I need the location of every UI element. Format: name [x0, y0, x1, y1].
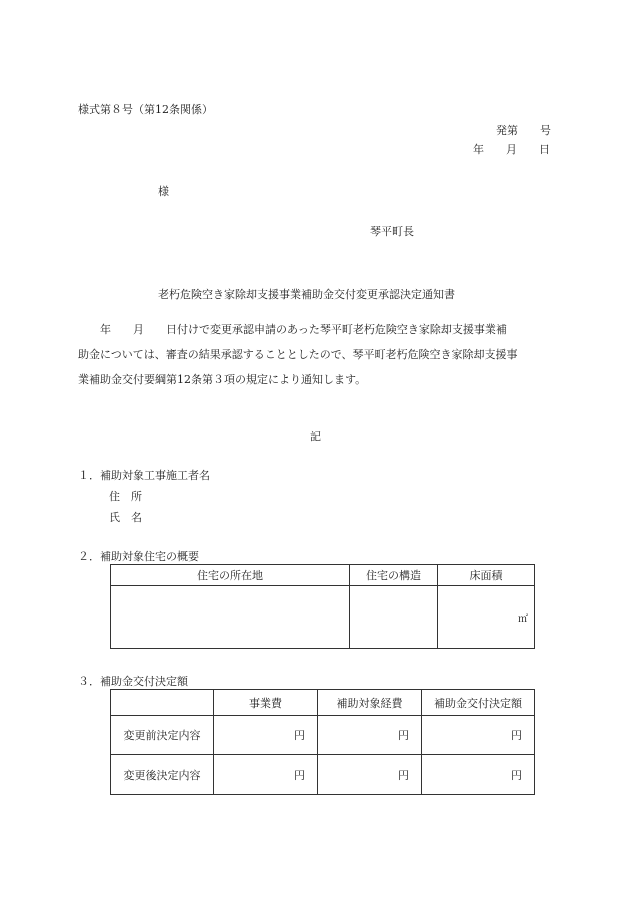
issue-date: 年 月 日: [473, 143, 550, 156]
name-label: 氏 名: [109, 511, 142, 524]
yen-cell: 円: [318, 755, 422, 795]
issuer-name: 琴平町長: [370, 225, 414, 238]
header-eligible-cost: 補助対象経費: [318, 690, 422, 716]
recipient-honorific: 様: [158, 185, 169, 198]
yen-cell: 円: [318, 716, 422, 755]
grant-amount-table: [110, 689, 535, 795]
ki-marker: 記: [310, 430, 321, 443]
housing-overview-table: [110, 564, 535, 649]
document-number: 発第 号: [496, 124, 551, 137]
header-location: 住宅の所在地: [111, 565, 350, 586]
yen-cell: 円: [422, 755, 535, 795]
section-1-heading: １．補助対象工事施工者名: [78, 469, 210, 482]
header-structure: 住宅の構造: [350, 565, 438, 586]
body-line-2: 助金については、審査の結果承認することとしたので、琴平町老朽危険空き家除却支援事: [78, 348, 518, 361]
header-grant-amount: 補助金交付決定額: [422, 690, 535, 716]
structure-cell: [350, 586, 438, 649]
yen-cell: 円: [422, 716, 535, 755]
header-blank: [111, 690, 214, 716]
location-cell: [111, 586, 350, 649]
row-label-after: 変更後決定内容: [111, 755, 214, 795]
header-project-cost: 事業費: [214, 690, 318, 716]
area-unit: ㎡: [518, 614, 528, 625]
body-line-3: 業補助金交付要綱第12条第３項の規定により通知します。: [78, 373, 367, 386]
document-title: 老朽危険空き家除却支援事業補助金交付変更承認決定通知書: [158, 288, 455, 301]
table-row: [111, 716, 535, 755]
section-3-heading: ３．補助金交付決定額: [78, 675, 188, 688]
table-row: [111, 755, 535, 795]
floor-area-cell: [438, 586, 535, 649]
body-paragraph: [78, 317, 538, 392]
address-label: 住 所: [109, 490, 142, 503]
header-floor-area: 床面積: [438, 565, 535, 586]
yen-cell: 円: [214, 716, 318, 755]
row-label-before: 変更前決定内容: [111, 716, 214, 755]
body-line-1: 年 月 日付けで変更承認申請のあった琴平町老朽危険空き家除却支援事業補: [78, 323, 507, 336]
form-label: 様式第８号（第12条関係）: [78, 103, 213, 116]
yen-cell: 円: [214, 755, 318, 795]
section-2-heading: ２．補助対象住宅の概要: [78, 550, 199, 563]
